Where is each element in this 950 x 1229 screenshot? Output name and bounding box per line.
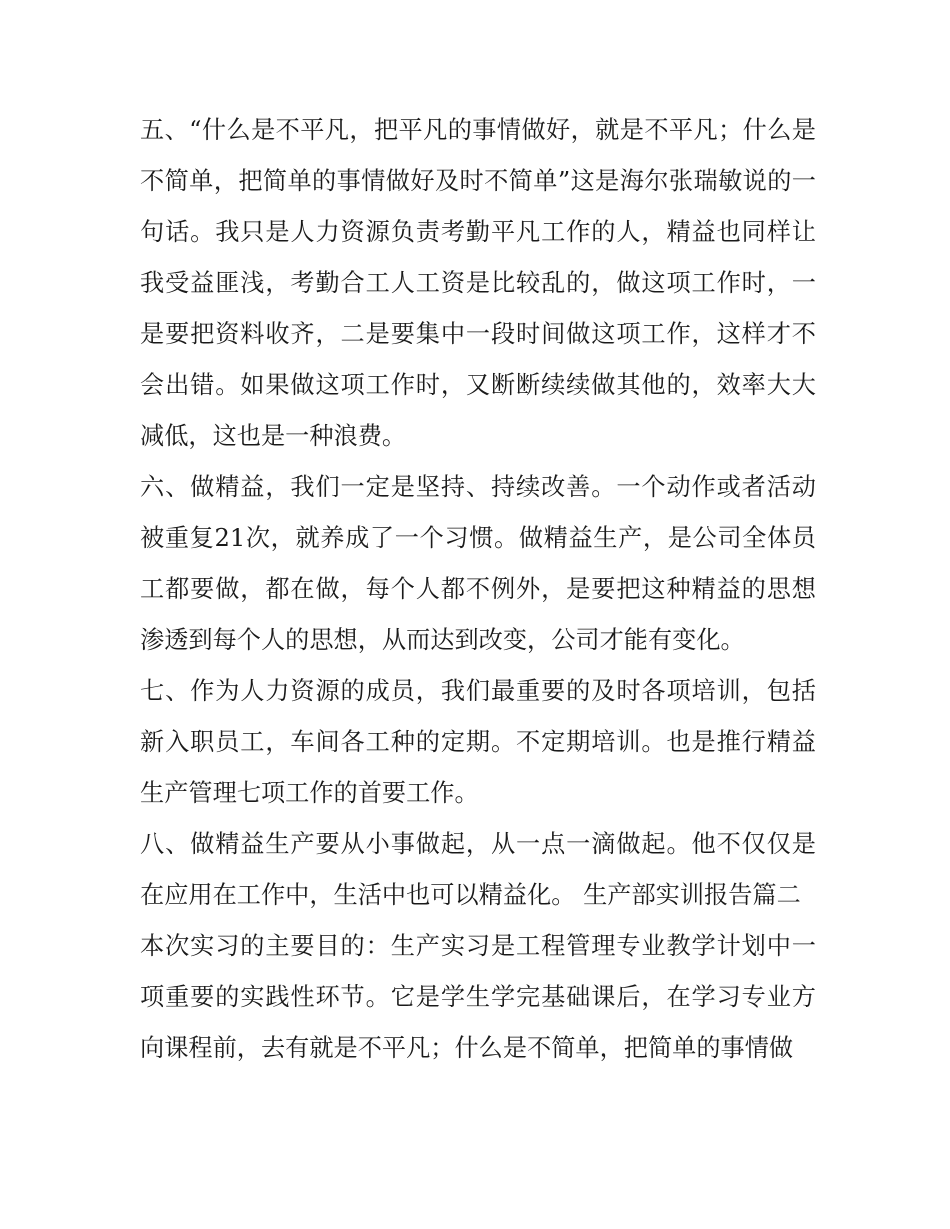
paragraph-7: 七、作为人力资源的成员，我们最重要的及时各项培训，包括新入职员工，车间各工种的定期。不定期培训。也是推行精益生产管理七项工作的首要工作。 (140, 677, 816, 807)
document-body (140, 105, 816, 1074)
paragraph-6: 六、做精益，我们一定是坚持、持续改善。一个动作或者活动被重复21次，就养成了一个习惯。做精益生产，是公司全体员工都要做，都在做，每个人都不例外，是要把这种精益的思想渗透到每个人的思想，从而达到改变，公司才能有变化。 (140, 473, 816, 654)
paragraph-8: 八、做精益生产要从小事做起，从一点一滴做起。他不仅仅是在应用在工作中，生活中也可以精益化。 生产部实训报告篇二 (140, 830, 816, 909)
paragraph-5: 五、“什么是不平凡，把平凡的事情做好，就是不平凡；什么是不简单，把简单的事情做好及时不简单”这是海尔张瑞敏说的一句话。我只是人力资源负责考勤平凡工作的人，精益也同样让我受益匪浅，考勤合工人工资是比较乱的，做这项工作时，一是要把资料收齐，二是要集中一段时间做这项工作，这样才不会出错。如果做这项工作时，又断断续续做其他的，效率大大减低，这也是一种浪费。 (140, 116, 816, 450)
paragraph-report-2-intro: 本次实习的主要目的：生产实习是工程管理专业教学计划中一项重要的实践性环节。它是学生学完基础课后，在学习专业方向课程前，去有就是不平凡；什么是不简单，把简单的事情做 (140, 932, 816, 1062)
